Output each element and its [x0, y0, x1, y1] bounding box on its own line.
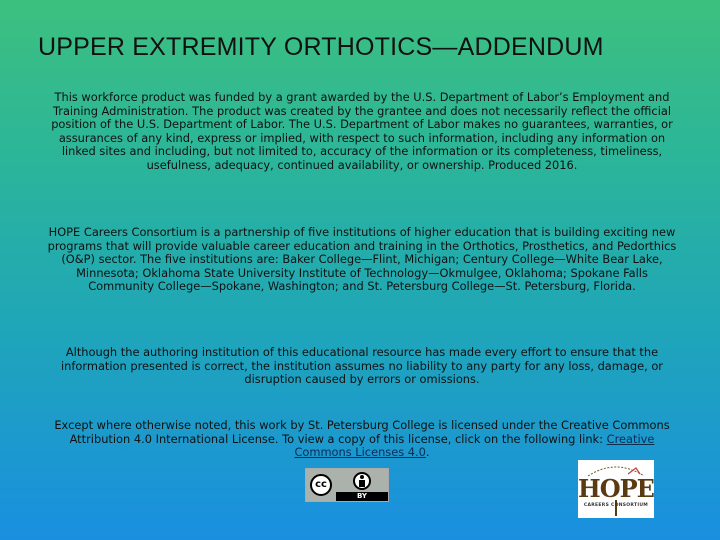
liability-disclaimer-paragraph: Although the authoring institution of this educational resource has made every effort to ensure that the information presented is correct, the institution assumes no liability to any party for any loss, damage, or disruption caused by errors or omissions.: [61, 345, 663, 386]
by-badge-area: [336, 469, 388, 501]
license-text-end: .: [425, 445, 430, 459]
attribution-person-icon: [353, 472, 371, 490]
creative-commons-link[interactable]: Creative Commons Licenses 4.0: [294, 431, 655, 459]
cc-icon: cc: [310, 474, 332, 496]
hope-careers-consortium-logo: [578, 460, 654, 518]
license-text: Except where otherwise noted, this work by St. Petersburg College is licensed under the Creative Commons Attribution 4.0 International License. To view a copy of this license, click on the following link:: [54, 418, 670, 446]
cc-by-license-badge[interactable]: [305, 468, 389, 502]
logo-wordmark: HOPE: [578, 474, 654, 503]
page-title: UPPER EXTREMITY ORTHOTICS—ADDENDUM: [38, 33, 604, 61]
by-label: BY: [336, 492, 388, 501]
cc-badge-left: [306, 469, 336, 501]
logo-subtitle: CAREERS CONSORTIUM: [583, 503, 649, 508]
license-paragraph: [44, 419, 680, 460]
funding-disclaimer-paragraph: This workforce product was funded by a grant awarded by the U.S. Department of Labor’s Employment and Training Administration. The product was created by the grantee and does not necessarily reflect the official position of the U.S. Department of Labor. The U.S. Department of Labor makes no guarantees, warranties, or assurances of any kind, express or implied, with respect to such information, including any information on linked sites and including, but not limited to, accuracy of the information or its completeness, timeliness, usefulness, adequacy, continued availability, or ownership. Produced 2016.: [51, 90, 673, 172]
consortium-description-paragraph: HOPE Careers Consortium is a partnership of five institutions of higher education that is building exciting new programs that will provide valuable career education and training in the Orthotics, Prosthetics, and Pedorthics (O&P) sector. The five institutions are: Baker College—Flint, Michigan; Century College—White Bear Lake, Minnesota; Oklahoma State University Institute of Technology—Okmulgee, Oklahoma; Spokane Falls Community College—Spokane, Washington; and St. Petersburg College—St. Petersburg, Florida.: [47, 225, 677, 293]
